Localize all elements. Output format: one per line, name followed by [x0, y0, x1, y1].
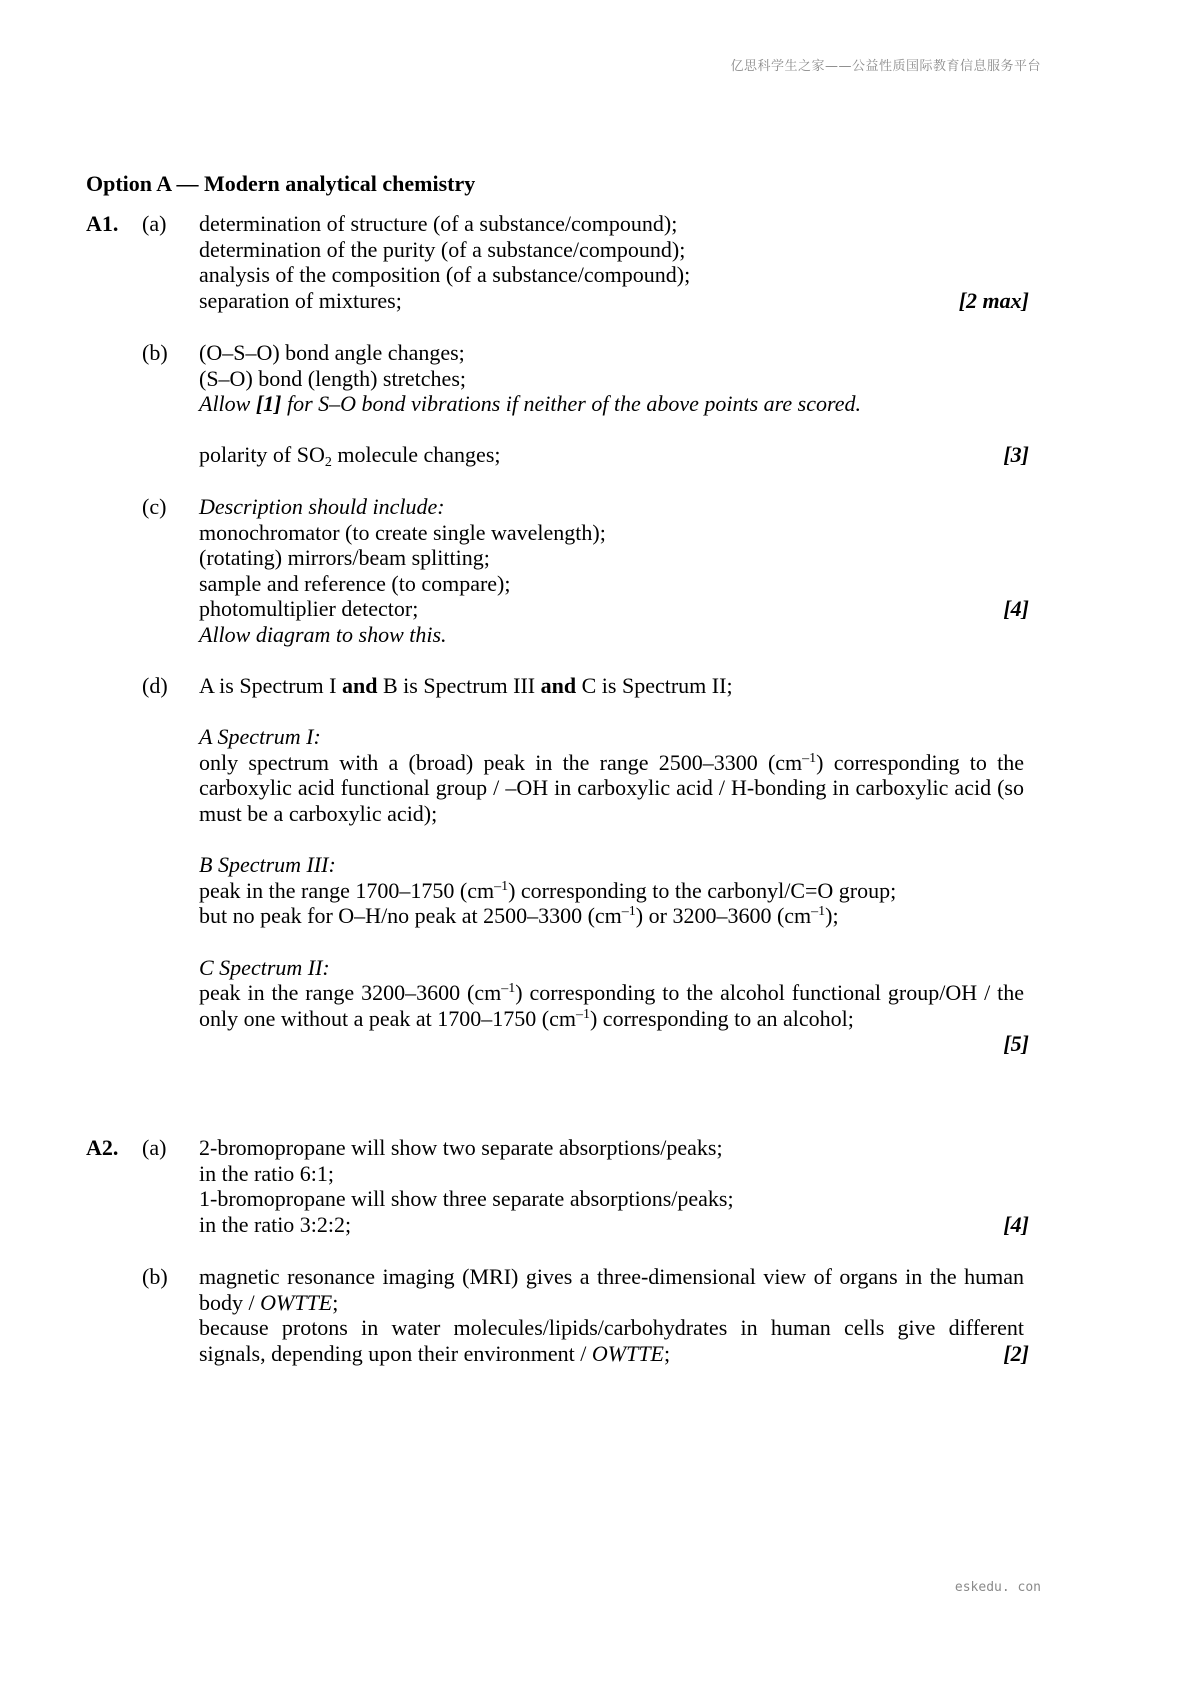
mark-allocation-a1a: [2 max]: [958, 287, 1029, 313]
superscript: –1: [494, 878, 509, 894]
spectrum-iii-line: but no peak for O–H/no peak at 2500–3300 $(cm^{-1})$ or 3200–3600 $(cm^{-1})$;: [199, 903, 839, 929]
blank-line: [199, 699, 1029, 725]
blank-line: [199, 417, 1029, 443]
mark-allocation-a1b: [3]: [1003, 442, 1029, 468]
question-number-a1: A1.: [86, 211, 119, 236]
answer-a2a: [199, 1135, 1029, 1237]
answer-line: separation of mixtures;: [199, 287, 402, 313]
part-label-a1b: (b): [142, 340, 168, 365]
page-footer: eskedu. con: [954, 1580, 1041, 1595]
italic-text: OWTTE: [591, 1340, 664, 1366]
answer-a1b: [199, 340, 1029, 471]
answer-line: monochromator (to create single wavelength);: [199, 519, 606, 545]
spectrum-iii-title: B Spectrum III:: [199, 852, 336, 878]
allow-note: Allow diagram to show this.: [199, 621, 447, 647]
italic-text: for S–O bond vibrations if neither of the above points are scored.: [281, 391, 861, 417]
part-label-a1c: (c): [142, 494, 167, 519]
bold-text: and: [342, 673, 378, 698]
spectrum-summary: A is Spectrum I and B is Spectrum III and C is Spectrum II;: [199, 673, 733, 698]
answer-a1c: [199, 494, 1029, 648]
spectrum-ii-text: peak in the range 3200–3600 $(cm^{-1})$ corresponding to the alcohol functional group/OH / the only one without a peak at 1700–1750 $(cm^{-1})$ corresponding to an alcohol;: [199, 980, 1024, 1031]
answer-line: photomultiplier detector;: [199, 596, 419, 622]
answer-line: determination of the purity (of a substance/compound);: [199, 236, 686, 262]
answer-line: sample and reference (to compare);: [199, 570, 511, 596]
description-intro: Description should include:: [199, 494, 445, 519]
allow-note: [199, 391, 1029, 417]
italic-text: OWTTE: [260, 1289, 333, 1315]
answer-a1a: [199, 211, 1029, 313]
answer-line: in the ratio 6:1;: [199, 1160, 335, 1186]
page-header: 亿思科学生之家——公益性质国际教育信息服务平台: [730, 59, 1041, 74]
superscript: –1: [811, 904, 826, 920]
question-number-a2: A2.: [86, 1135, 119, 1160]
superscript: –1: [802, 750, 817, 766]
answer-line: in the ratio 3:2:2;: [199, 1211, 352, 1237]
spectrum-i-title: A Spectrum I:: [199, 724, 321, 750]
answer-a1d: [199, 673, 1029, 1057]
answer-line-polarity: polarity of $SO_2$ molecule changes;: [199, 442, 501, 471]
section-heading: Option A — Modern analytical chemistry: [86, 171, 476, 196]
italic-text: Allow: [199, 391, 256, 417]
blank-line: [199, 827, 1029, 853]
part-label-a1a: (a): [142, 211, 167, 236]
mri-statement: magnetic resonance imaging (MRI) gives a three-dimensional view of organs in the human body / OWTTE;: [199, 1264, 1024, 1315]
spectrum-i-text: only spectrum with a (broad) peak in the range 2500–3300 $(cm^{-1})$ corresponding to the carboxylic acid functional group / –OH in carboxylic acid / H-bonding in carboxylic acid (so must be a carboxylic acid);: [199, 749, 1025, 826]
bold-text: and: [540, 673, 577, 698]
answer-line: (O–S–O) bond angle changes;: [199, 340, 465, 365]
answer-line: determination of structure (of a substance/compound);: [199, 211, 678, 236]
mark-allocation-a2b: [2]: [1003, 1340, 1029, 1366]
part-label-a2a: (a): [142, 1135, 167, 1160]
answer-line: 1-bromopropane will show three separate absorptions/peaks;: [199, 1186, 734, 1212]
mri-reason: because protons in water molecules/lipids/carbohydrates in human cells give different signals, depending upon their environment / OWTTE;: [199, 1315, 1024, 1366]
blank-line: [199, 929, 1029, 955]
subscript: 2: [324, 455, 332, 471]
answer-line: analysis of the composition (of a substance/compound);: [199, 262, 691, 288]
answer-a2b: [199, 1264, 1029, 1366]
spectrum-iii-line: peak in the range 1700–1750 $(cm^{-1})$ corresponding to the carbonyl/C=O group;: [199, 877, 897, 903]
mark-allocation-a1c: [4]: [1003, 596, 1029, 622]
bold-text: [1]: [255, 391, 282, 417]
superscript: –1: [621, 904, 636, 920]
superscript: –1: [575, 1006, 590, 1022]
part-label-a1d: (d): [142, 673, 168, 698]
part-label-a2b: (b): [142, 1264, 168, 1289]
answer-line: (rotating) mirrors/beam splitting;: [199, 545, 490, 571]
superscript: –1: [501, 981, 516, 997]
answer-line: 2-bromopropane will show two separate absorptions/peaks;: [199, 1135, 723, 1160]
mark-allocation-a2a: [4]: [1003, 1211, 1029, 1237]
answer-line: (S–O) bond (length) stretches;: [199, 365, 466, 391]
mark-allocation-a1d: [5]: [1003, 1031, 1029, 1057]
spectrum-ii-title: C Spectrum II:: [199, 954, 330, 980]
